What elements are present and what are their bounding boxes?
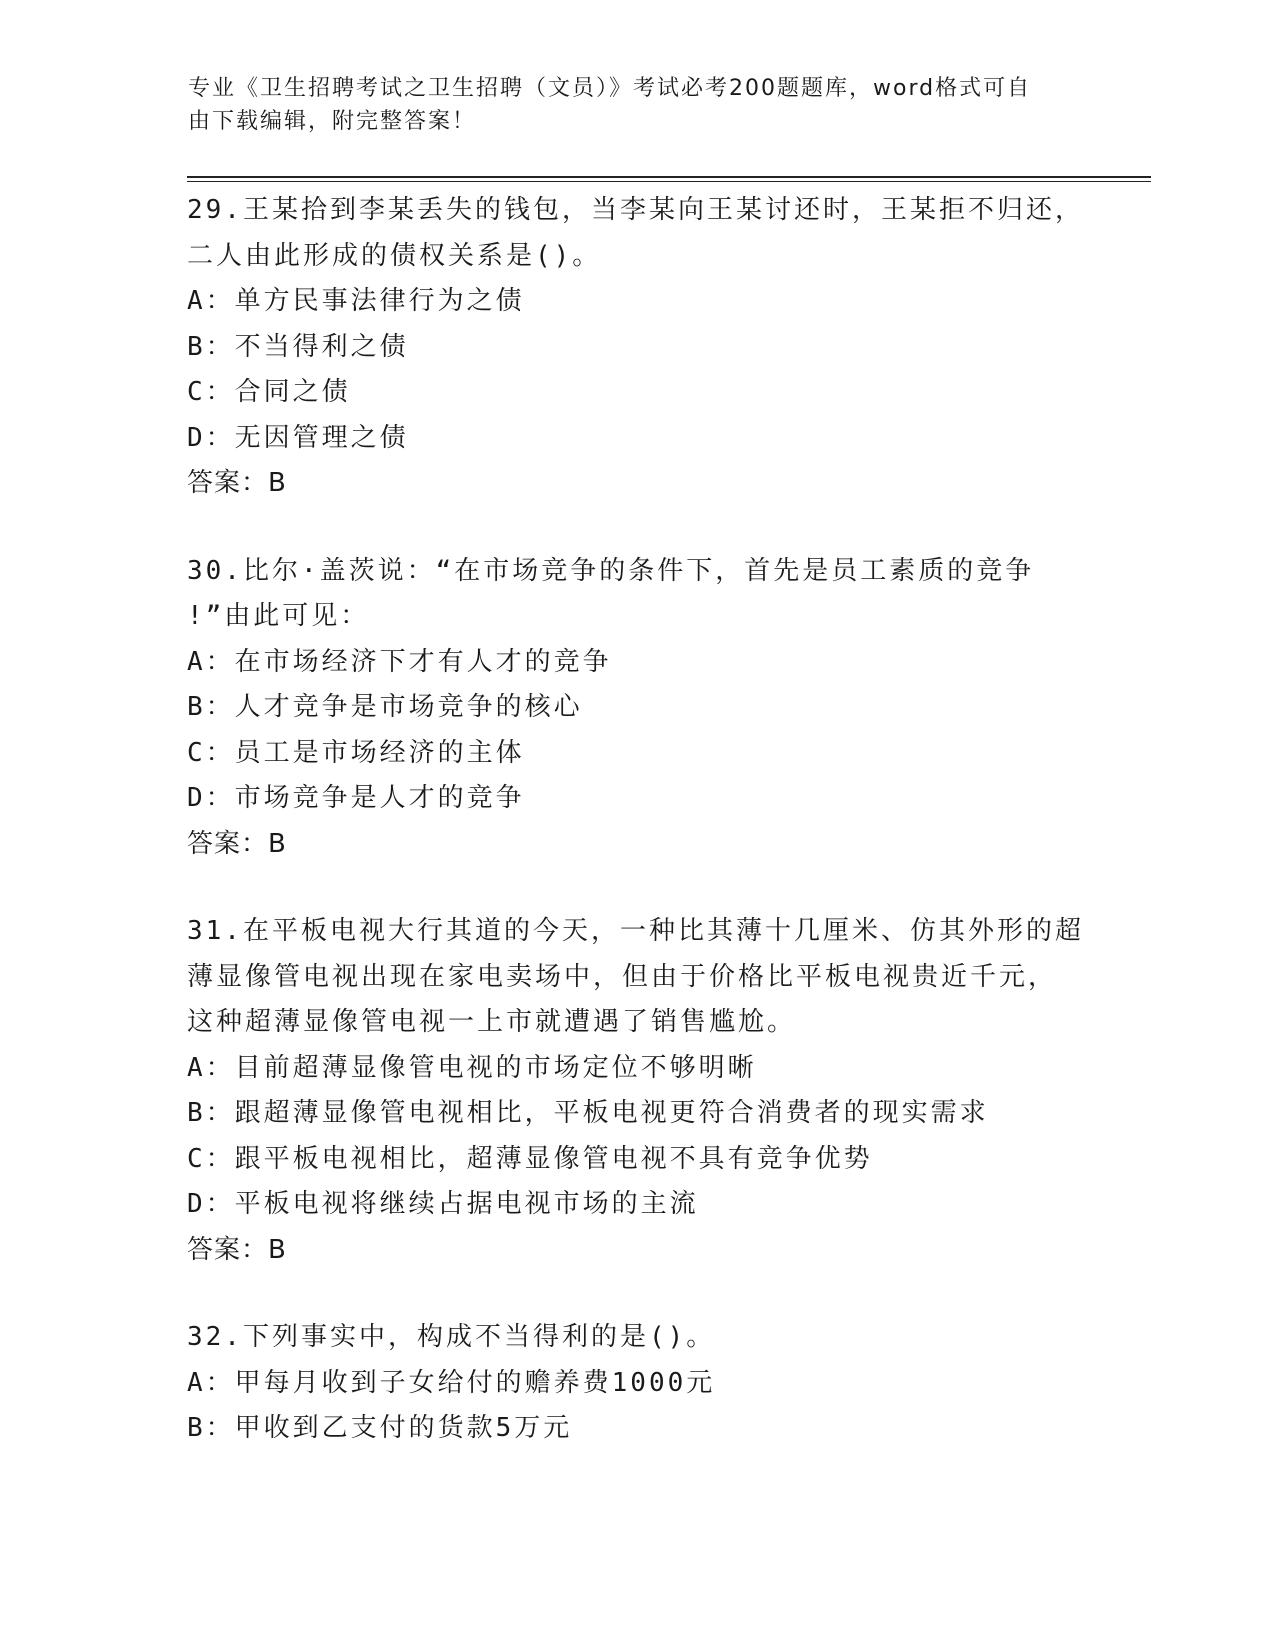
question-list	[187, 188, 1087, 1494]
question-31	[187, 909, 1087, 1273]
question-text: 31.在平板电视大行其道的今天，一种比其薄十几厘米、仿其外形的超	[187, 916, 1084, 946]
option-c: C：员工是市场经济的主体	[187, 737, 525, 768]
question-30	[187, 549, 1087, 868]
option-b: B：甲收到乙支付的货款5万元	[187, 1413, 573, 1443]
header-rule-thick	[187, 176, 1151, 178]
header-line-2: 由下载编辑，附完整答案！	[188, 109, 477, 134]
option-b: B：人才竞争是市场竞争的核心	[187, 692, 583, 722]
option-d: D：平板电视将继续占据电视市场的主流	[187, 1189, 699, 1219]
header-rule-thin	[187, 181, 1151, 182]
question-text: 32.下列事实中，构成不当得利的是()。	[187, 1322, 716, 1352]
answer: 答案：B	[187, 828, 287, 859]
question-text: !”由此可见：	[187, 601, 370, 631]
document-header	[188, 72, 1068, 138]
option-a: A：甲每月收到子女给付的赡养费1000元	[187, 1367, 716, 1398]
option-d: D：市场竞争是人才的竞争	[187, 783, 525, 813]
question-text: 薄显像管电视出现在家电卖场中，但由于价格比平板电视贵近千元，	[187, 961, 1058, 992]
option-d: D：无因管理之债	[187, 422, 409, 453]
option-c: C：跟平板电视相比，超薄显像管电视不具有竞争优势	[187, 1143, 873, 1174]
answer: 答案：B	[187, 468, 287, 498]
option-a: A：目前超薄显像管电视的市场定位不够明晰	[187, 1052, 757, 1083]
option-a: A：单方民事法律行为之债	[187, 286, 525, 316]
option-c: C：合同之债	[187, 377, 351, 407]
answer: 答案：B	[187, 1234, 287, 1265]
option-b: B：跟超薄显像管电视相比，平板电视更符合消费者的现实需求	[187, 1098, 989, 1128]
question-text: 这种超薄显像管电视一上市就遭遇了销售尴尬。	[187, 1007, 797, 1037]
option-b: B：不当得利之债	[187, 331, 409, 362]
option-a: A：在市场经济下才有人才的竞争	[187, 646, 612, 677]
question-text: 29.王某拾到李某丢失的钱包，当李某向王某讨还时，王某拒不归还，	[187, 195, 1084, 225]
question-32	[187, 1315, 1087, 1452]
header-line-1: 专业《卫生招聘考试之卫生招聘（文员）》考试必考200题题库，word格式可自	[188, 76, 1032, 101]
question-text: 二人由此形成的债权关系是()。	[187, 240, 602, 271]
question-text: 30.比尔·盖茨说：“在市场竞争的条件下，首先是员工素质的竞争	[187, 555, 1035, 586]
question-29	[187, 188, 1087, 507]
